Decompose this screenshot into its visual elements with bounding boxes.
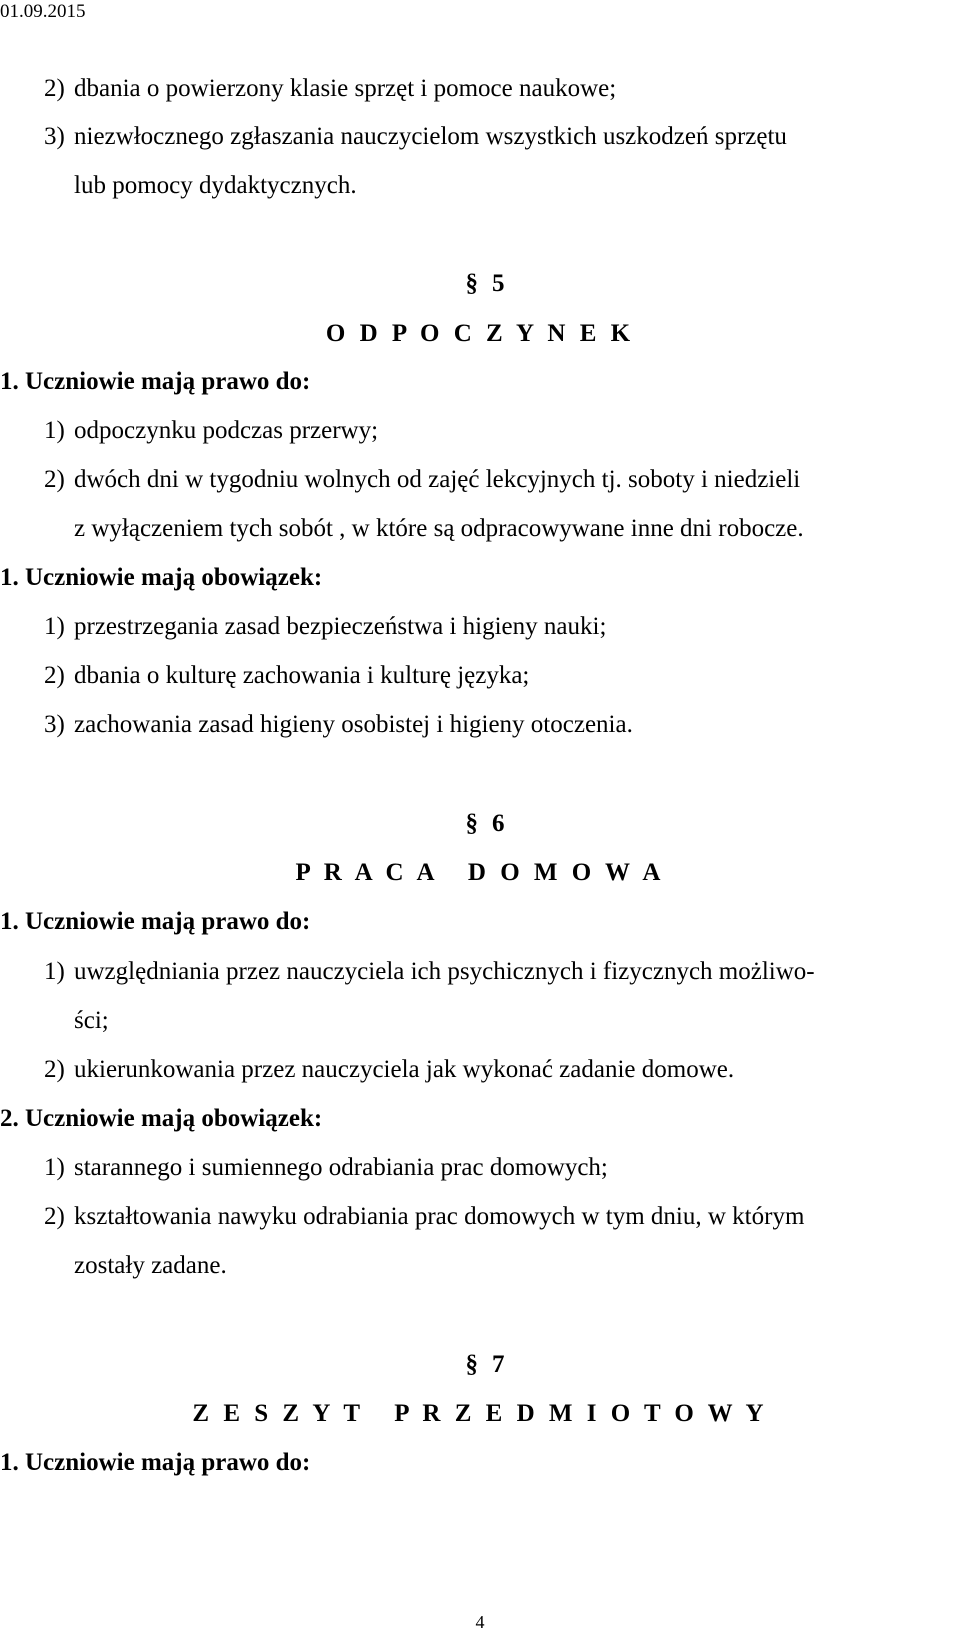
list-item <box>44 464 800 496</box>
section-number <box>0 268 960 300</box>
list-item-text: dbania o kulturę zachowania i kulturę języka; <box>74 662 530 689</box>
list-item-continuation: lub pomocy dydaktycznych. <box>74 172 357 199</box>
rights-heading: 1. Uczniowie mają prawo do: <box>0 908 311 935</box>
list-item-text: zachowania zasad higieny osobistej i higieny otoczenia. <box>74 711 633 738</box>
list-item-number: 3) <box>44 711 65 738</box>
section-number-value: 5 <box>492 270 505 297</box>
list-item <box>44 709 633 741</box>
list-item-number: 2) <box>44 75 65 102</box>
list-item-number: 2) <box>44 1056 65 1083</box>
list-item-number: 1) <box>44 958 65 985</box>
section-number <box>0 1349 960 1381</box>
list-item-text: przestrzegania zasad bezpieczeństwa i higieny nauki; <box>74 613 607 640</box>
rights-heading: 1. Uczniowie mają prawo do: <box>0 1449 311 1476</box>
list-item <box>44 121 787 153</box>
list-item-text: niezwłocznego zgłaszania nauczycielom wszystkich uszkodzeń sprzętu <box>74 123 787 150</box>
list-item-number: 2) <box>44 466 65 493</box>
list-item <box>44 611 606 643</box>
section-symbol: § <box>465 1351 478 1378</box>
list-item-text: dwóch dni w tygodniu wolnych od zajęć lekcyjnych tj. soboty i niedzieli <box>74 466 801 493</box>
list-item-continuation: z wyłączeniem tych sobót , w które są odpracowywane inne dni robocze. <box>74 515 804 542</box>
duties-heading: 2. Uczniowie mają obowiązek: <box>0 1105 323 1132</box>
section-number-value: 6 <box>492 810 505 837</box>
list-item <box>44 415 378 447</box>
list-item <box>44 1152 608 1184</box>
list-item-number: 2) <box>44 662 65 689</box>
list-item-number: 1) <box>44 613 65 640</box>
section-title: O D P O C Z Y N E K <box>325 320 635 347</box>
section-number <box>0 808 960 840</box>
duties-heading: 1. Uczniowie mają obowiązek: <box>0 564 323 591</box>
list-item-number: 1) <box>44 1154 65 1181</box>
section-symbol: § <box>465 810 478 837</box>
page-date: 01.09.2015 <box>0 1 86 22</box>
list-item-text: kształtowania nawyku odrabiania prac domowych w tym dniu, w którym <box>74 1203 805 1230</box>
page-number: 4 <box>475 1612 485 1632</box>
list-item <box>44 660 529 692</box>
list-item <box>44 1054 734 1086</box>
list-item-text: odpoczynku podczas przerwy; <box>74 417 379 444</box>
list-item-continuation: ści; <box>74 1007 109 1034</box>
list-item-continuation: zostały zadane. <box>74 1252 227 1279</box>
list-item-text: starannego i sumiennego odrabiania prac domowych; <box>74 1154 608 1181</box>
section-number-value: 7 <box>492 1351 505 1378</box>
list-item-number: 2) <box>44 1203 65 1230</box>
list-item <box>44 73 616 105</box>
list-item-text: uwzględniania przez nauczyciela ich psychicznych i fizycznych możliwo- <box>74 958 815 985</box>
list-item-text: ukierunkowania przez nauczyciela jak wykonać zadanie domowe. <box>74 1056 735 1083</box>
section-symbol: § <box>465 270 478 297</box>
list-item <box>44 956 815 988</box>
section-title: Z E S Z Y T P R Z E D M I O T O W Y <box>192 1400 768 1427</box>
list-item-number: 1) <box>44 417 65 444</box>
list-item <box>44 1201 804 1233</box>
list-item-number: 3) <box>44 123 65 150</box>
rights-heading: 1. Uczniowie mają prawo do: <box>0 368 311 395</box>
section-title: P R A C A D O M O W A <box>295 859 665 886</box>
list-item-text: dbania o powierzony klasie sprzęt i pomoce naukowe; <box>74 75 617 102</box>
